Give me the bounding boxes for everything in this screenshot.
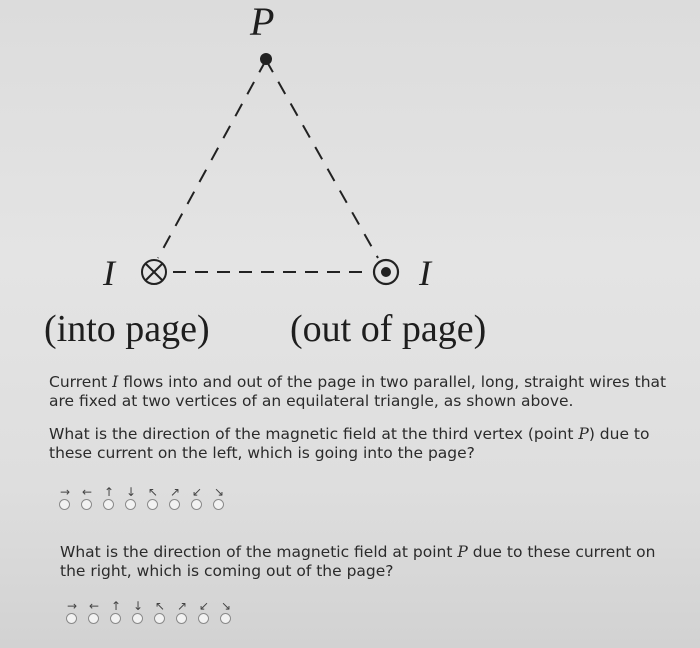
cross-in-circle-icon: [142, 260, 166, 284]
arrow-up-icon: ↑: [110, 599, 122, 613]
arrow-down-left-icon: ↙: [198, 599, 210, 613]
radio-button[interactable]: [110, 613, 121, 624]
current-label-left: I: [103, 253, 115, 293]
radio-button[interactable]: [191, 499, 202, 510]
q1-option-up-right[interactable]: [166, 486, 184, 516]
radio-button[interactable]: [198, 613, 209, 624]
q2-option-down[interactable]: [129, 600, 147, 630]
arrow-down-right-icon: ↘: [213, 485, 225, 499]
arrow-up-right-icon: ↗: [176, 599, 188, 613]
radio-button[interactable]: [81, 499, 92, 510]
q1-option-left[interactable]: [78, 486, 96, 516]
q1-option-down-left[interactable]: [188, 486, 206, 516]
caption-out-of-page: (out of page): [290, 308, 487, 350]
variable-P: P: [578, 425, 589, 443]
arrow-up-left-icon: ↖: [154, 599, 166, 613]
arrow-down-icon: ↓: [125, 485, 137, 499]
q2-option-up[interactable]: [107, 600, 125, 630]
arrow-left-icon: ←: [88, 599, 100, 613]
radio-button[interactable]: [169, 499, 180, 510]
q1-option-up[interactable]: [100, 486, 118, 516]
radio-button[interactable]: [176, 613, 187, 624]
arrow-up-left-icon: ↖: [147, 485, 159, 499]
arrow-right-icon: →: [59, 485, 71, 499]
current-label-right: I: [419, 253, 431, 293]
question-1-options: [56, 486, 228, 516]
point-P-label: P: [250, 0, 275, 44]
radio-button[interactable]: [147, 499, 158, 510]
question-2-prompt: What is the direction of the magnetic field at point P due to these current on the right, which is coming out of the page?: [60, 543, 656, 580]
arrow-up-right-icon: ↗: [169, 485, 181, 499]
variable-P: P: [457, 543, 468, 561]
radio-button[interactable]: [220, 613, 231, 624]
arrow-left-icon: ←: [81, 485, 93, 499]
q2-option-down-left[interactable]: [195, 600, 213, 630]
dot-in-circle-icon: [374, 260, 398, 284]
radio-button[interactable]: [88, 613, 99, 624]
radio-button[interactable]: [103, 499, 114, 510]
q1-option-down[interactable]: [122, 486, 140, 516]
q1-option-up-left[interactable]: [144, 486, 162, 516]
arrow-down-right-icon: ↘: [220, 599, 232, 613]
q1-option-down-right[interactable]: [210, 486, 228, 516]
radio-button[interactable]: [213, 499, 224, 510]
q2-option-right[interactable]: [63, 600, 81, 630]
q2-option-left[interactable]: [85, 600, 103, 630]
arrow-down-icon: ↓: [132, 599, 144, 613]
dashed-side-right: [266, 60, 378, 258]
radio-button[interactable]: [125, 499, 136, 510]
variable-I: I: [112, 373, 119, 391]
q1-option-right[interactable]: [56, 486, 74, 516]
q2-option-down-right[interactable]: [217, 600, 235, 630]
radio-button[interactable]: [66, 613, 77, 624]
point-P-dot: [260, 53, 272, 65]
problem-intro: Current I flows into and out of the page in two parallel, long, straight wires that are fixed at two vertices of an equilateral triangle, as shown above.: [49, 373, 667, 410]
question-1-prompt: What is the direction of the magnetic field at the third vertex (point P) due to these current on the left, which is going into the page?: [49, 425, 650, 462]
arrow-up-icon: ↑: [103, 485, 115, 499]
q2-option-up-right[interactable]: [173, 600, 191, 630]
question-2-options: [63, 600, 235, 630]
radio-button[interactable]: [132, 613, 143, 624]
radio-button[interactable]: [59, 499, 70, 510]
dashed-side-left: [158, 60, 266, 258]
arrow-right-icon: →: [66, 599, 78, 613]
caption-into-page: (into page): [44, 308, 210, 350]
q2-option-up-left[interactable]: [151, 600, 169, 630]
radio-button[interactable]: [154, 613, 165, 624]
arrow-down-left-icon: ↙: [191, 485, 203, 499]
